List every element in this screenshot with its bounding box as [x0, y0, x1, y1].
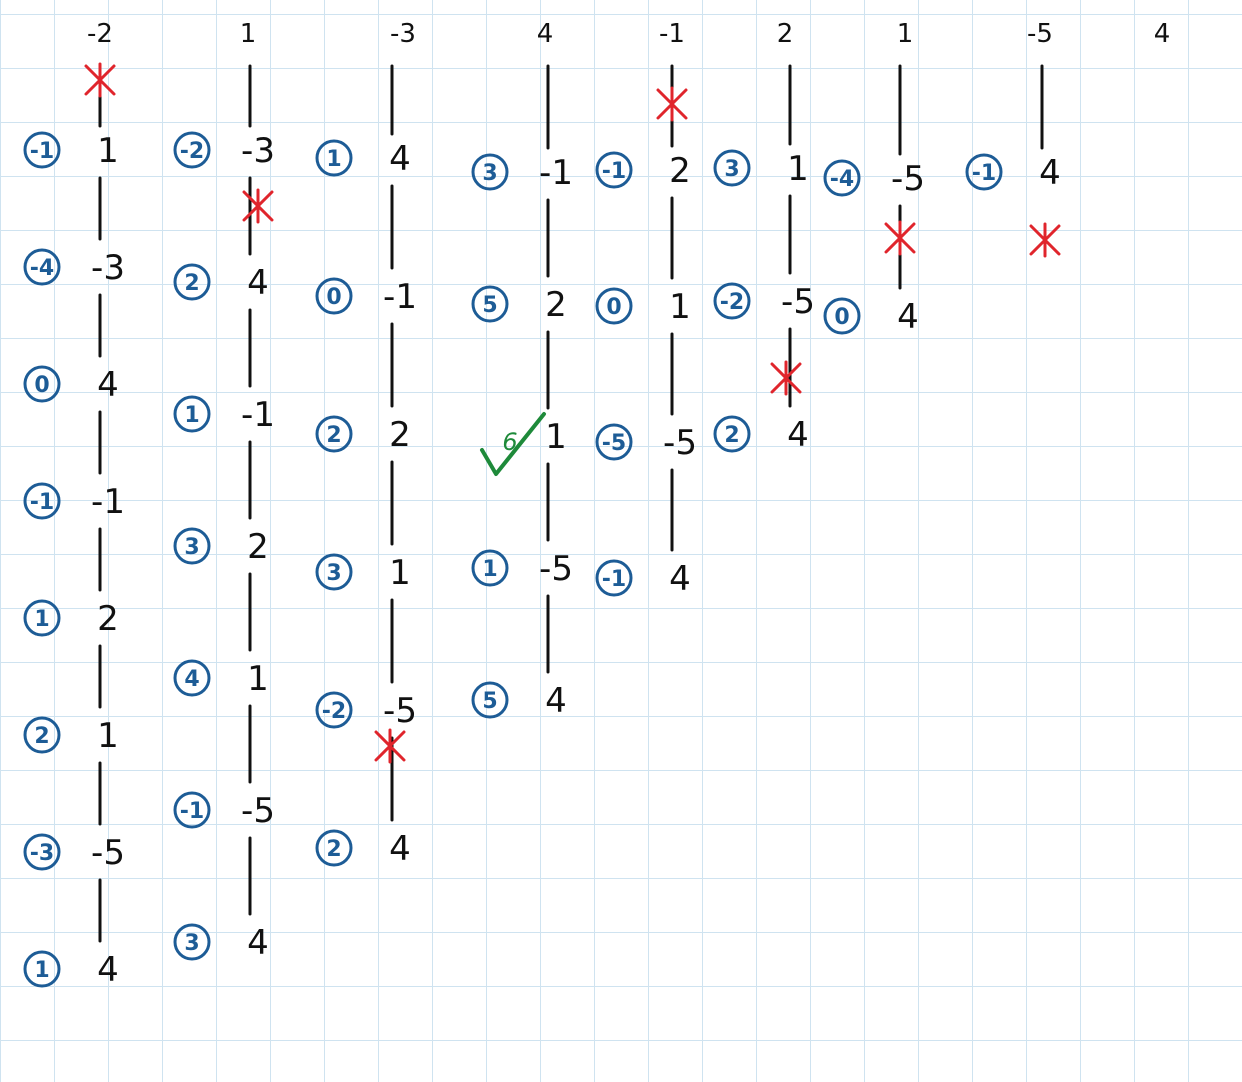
node-value: 4: [787, 415, 809, 455]
marker-value: 2: [184, 271, 200, 296]
col-start-4: [473, 66, 573, 721]
cross-mark: [86, 64, 114, 96]
node-value: 2: [247, 527, 269, 567]
marker-value: 5: [482, 689, 498, 714]
marker-value: 0: [326, 285, 342, 310]
header-value: 2: [776, 19, 794, 49]
col-start-8: [967, 66, 1061, 193]
node-value: -1: [539, 153, 573, 193]
marker-value: 2: [326, 423, 342, 448]
cross-mark: [376, 730, 404, 762]
check-number: 6: [502, 428, 518, 456]
node-value: -5: [241, 791, 275, 831]
header-value: -1: [659, 19, 685, 49]
marker-value: 1: [34, 607, 50, 632]
marker-value: 2: [326, 837, 342, 862]
col-start-6: [715, 66, 815, 455]
node-value: -5: [891, 159, 925, 199]
node-value: -1: [241, 395, 275, 435]
node-value: 4: [247, 263, 269, 303]
cross-mark: [772, 362, 800, 394]
node-value: 2: [669, 151, 691, 191]
marker-value: 1: [326, 147, 342, 172]
node-value: -1: [91, 482, 125, 522]
node-value: 4: [1039, 153, 1061, 193]
marker-value: 1: [184, 403, 200, 428]
node-value: -3: [241, 131, 275, 171]
marker-value: 0: [34, 373, 50, 398]
node-value: 1: [247, 659, 269, 699]
marker-value: -2: [719, 290, 745, 315]
node-value: -3: [91, 248, 125, 288]
node-value: 4: [389, 829, 411, 869]
marker-value: -1: [179, 799, 205, 824]
marker-value: 1: [482, 557, 498, 582]
node-value: 4: [897, 297, 919, 337]
node-value: 1: [545, 417, 567, 457]
header-value: -5: [1027, 19, 1053, 49]
marker-value: -1: [29, 139, 55, 164]
col-start-3: [317, 66, 417, 869]
header-value: 1: [896, 19, 914, 49]
header-value: -2: [87, 19, 113, 49]
marker-value: 5: [482, 293, 498, 318]
marker-value: 4: [184, 667, 200, 692]
node-value: 1: [97, 716, 119, 756]
node-value: 4: [97, 950, 119, 990]
node-value: -5: [383, 691, 417, 731]
marker-value: 1: [34, 958, 50, 983]
marker-value: -3: [29, 841, 55, 866]
marker-value: -4: [29, 256, 55, 281]
node-value: -1: [383, 277, 417, 317]
marker-value: 3: [184, 535, 200, 560]
node-value: 4: [389, 139, 411, 179]
node-value: 1: [669, 287, 691, 327]
node-value: 4: [247, 923, 269, 963]
node-value: -5: [663, 423, 697, 463]
marker-value: 3: [482, 161, 498, 186]
node-value: 4: [97, 365, 119, 405]
marker-value: 2: [34, 724, 50, 749]
cross-mark: [1031, 224, 1059, 256]
col-start-5: [597, 66, 697, 599]
marker-value: 0: [606, 295, 622, 320]
node-value: 2: [97, 599, 119, 639]
node-value: -5: [91, 833, 125, 873]
marker-value: -1: [601, 567, 627, 592]
col-start-7: [825, 66, 925, 337]
node-value: 4: [545, 681, 567, 721]
marker-value: -1: [601, 159, 627, 184]
cross-mark: [658, 88, 686, 120]
node-value: 1: [389, 553, 411, 593]
col-start-2: [175, 66, 275, 963]
header-value: -3: [390, 19, 416, 49]
cross-mark: [244, 190, 272, 222]
node-value: 2: [545, 285, 567, 325]
marker-value: 3: [724, 157, 740, 182]
marker-value: -5: [601, 431, 627, 456]
marker-value: 3: [326, 561, 342, 586]
col-start-1: [25, 66, 125, 990]
header-value: 4: [536, 19, 554, 49]
node-value: 1: [787, 149, 809, 189]
header-value: 1: [239, 19, 257, 49]
cross-mark: [886, 222, 914, 254]
marker-value: 2: [724, 423, 740, 448]
node-value: 4: [669, 559, 691, 599]
marker-value: -1: [29, 490, 55, 515]
marker-value: -1: [971, 161, 997, 186]
header-value: 4: [1153, 19, 1171, 49]
marker-value: 3: [184, 931, 200, 956]
marker-value: -2: [321, 699, 347, 724]
node-value: -5: [539, 549, 573, 589]
marker-value: -2: [179, 139, 205, 164]
marker-value: -4: [829, 167, 855, 192]
node-value: 2: [389, 415, 411, 455]
node-value: -5: [781, 282, 815, 322]
node-value: 1: [97, 131, 119, 171]
marker-value: 0: [834, 305, 850, 330]
